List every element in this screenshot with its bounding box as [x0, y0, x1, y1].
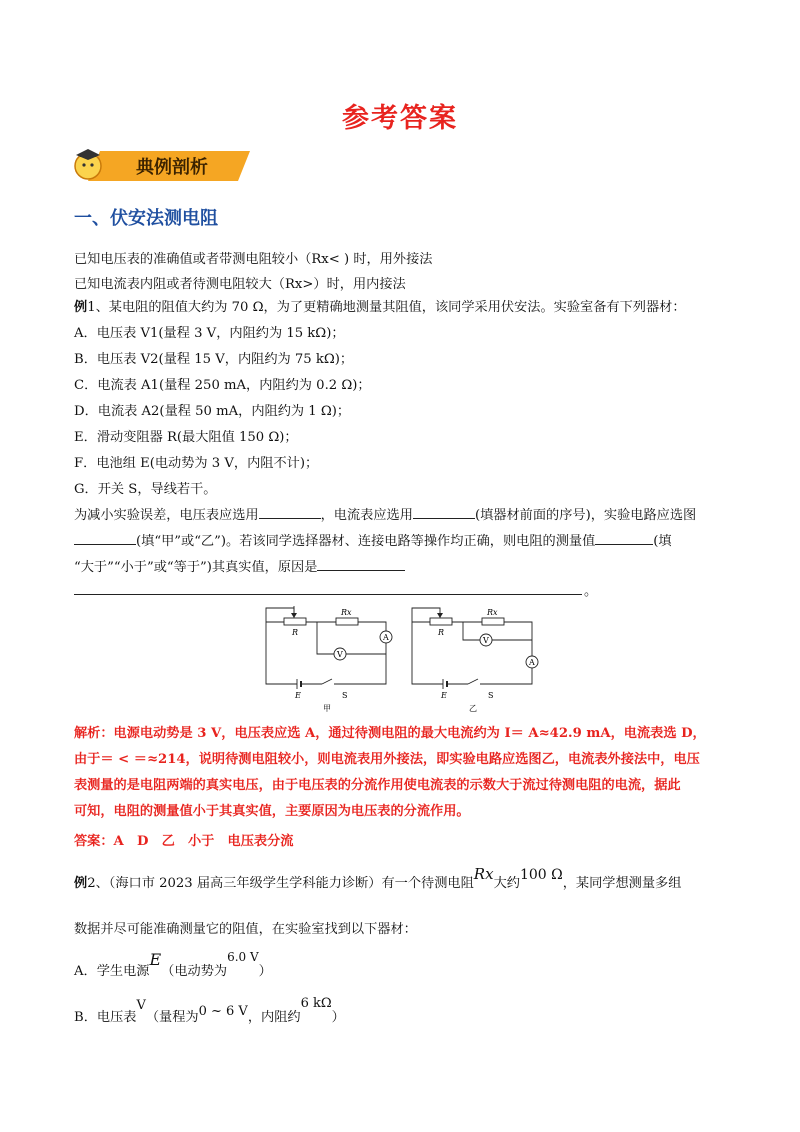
caption-yi: 乙	[469, 704, 477, 713]
analysis-line-1: 解析：电源电动势是 3 V，电压表应选 A，通过待测电阻的最大电流约为 I＝ A≈42.9 mA，电流表选 D，	[74, 726, 706, 741]
analysis-line-4: 可知，电阻的测量值小于其真实值，主要原因为电压表的分流作用。	[74, 804, 470, 819]
label-a-yi: A	[529, 658, 535, 667]
section-heading: 一、伏安法测电阻	[74, 208, 218, 229]
option-d: D．电流表 A2(量程 50 mA，内阻约为 1 Ω)；	[74, 404, 351, 419]
question-line-1: 为减小实验误差，电压表应选用 ，电流表应选用 (填器材前面的序号)，实验电路应选图	[74, 508, 697, 523]
option-e: E．滑动变阻器 R(最大阻值 150 Ω)；	[74, 430, 298, 445]
option-c: C．电流表 A1(量程 250 mA，内阻约为 0.2 Ω)；	[74, 378, 371, 393]
example2-line-2: 数据并尽可能准确测量它的阻值，在实验室找到以下器材：	[74, 922, 417, 937]
option-f: F．电池组 E(电动势为 3 V，内阻不计)；	[74, 456, 319, 471]
page-title: 参考答案	[342, 103, 458, 134]
label-e-yi: E	[441, 691, 447, 700]
blank-voltmeter	[259, 506, 321, 519]
label-e-jia: E	[295, 691, 301, 700]
blank-ammeter	[413, 506, 475, 519]
option-g: G．开关 S，导线若干。	[74, 482, 217, 497]
blank-measured	[595, 532, 653, 545]
example1-stem: 例1、某电阻的阻值大约为 70 Ω，为了更精确地测量其阻值，该同学采用伏安法。实验室备有下列器材：	[74, 300, 686, 315]
option-a: A．电压表 V1(量程 3 V，内阻约为 15 kΩ)；	[74, 326, 345, 341]
label-r-jia: R	[292, 628, 299, 637]
analysis-line-2: 由于＝ < ＝≈214，说明待测电阻较小，则电流表用外接法，即实验电路应选图乙，电流表外接法中，电压	[74, 752, 700, 767]
label-v-yi: V	[483, 636, 489, 645]
blank-reason-line	[74, 594, 582, 595]
label-a-jia: A	[383, 633, 389, 642]
rx-value: 100 Ω	[519, 867, 563, 883]
label-v-jia: V	[337, 650, 343, 659]
voltmeter-resistance: 6 kΩ	[300, 996, 332, 1011]
circuit-jia	[266, 606, 392, 689]
emf-value: 6.0 V	[227, 950, 259, 964]
example2-stem: 例2、（海口市 2023 届高三年级学生学科能力诊断）有一个待测电阻Rx大约100 Ω，某同学想测量多组	[74, 865, 682, 891]
analysis-line-3: 表测量的是电阻两端的真实电压，由于电压表的分流作用使电流表的示数大于流过待测电阻的电流，据此	[74, 778, 681, 793]
label-s-yi: S	[488, 691, 494, 700]
label-rx-yi: Rx	[487, 608, 498, 617]
example2-option-a: A．学生电源E（电动势为6.0 V）	[74, 950, 272, 979]
rule-line-1: 已知电压表的准确值或者带测电阻较小（Rx< ) 时，用外接法	[74, 252, 433, 267]
circuit-diagrams	[262, 604, 535, 713]
option-b: B．电压表 V2(量程 15 V，内阻约为 75 kΩ)；	[74, 352, 354, 367]
label-rx-jia: Rx	[341, 608, 352, 617]
voltmeter-range: 0 ~ 6 V	[198, 1004, 248, 1019]
label-r-yi: R	[438, 628, 445, 637]
caption-jia: 甲	[323, 704, 331, 713]
answer-line: 答案：A D 乙 小于 电压表分流	[74, 834, 294, 849]
label-s-jia: S	[342, 691, 348, 700]
question-end: 。	[584, 584, 598, 599]
example-label: 例	[74, 300, 88, 315]
emf-symbol: E	[149, 950, 162, 969]
question-line-3: “大于”“小于”或“等于”)其真实值，原因是	[74, 556, 405, 575]
rx-symbol: Rx	[473, 865, 494, 883]
section-banner-label: 典例剖析	[136, 157, 208, 178]
section-banner	[70, 147, 250, 185]
rule-line-2: 已知电流表内阻或者待测电阻较大（Rx>）时，用内接法	[74, 277, 406, 292]
example2-option-b: B．电压表V（量程为0 ~ 6 V，内阻约6 kΩ）	[74, 996, 345, 1025]
voltmeter-symbol: V	[136, 998, 146, 1013]
blank-circuit	[74, 532, 136, 545]
blank-reason	[317, 558, 405, 571]
question-line-2: (填“甲”或“乙”)。若该同学选择器材、连接电路等操作均正确，则电阻的测量值 (填	[74, 530, 672, 549]
circuit-yi	[412, 608, 538, 689]
